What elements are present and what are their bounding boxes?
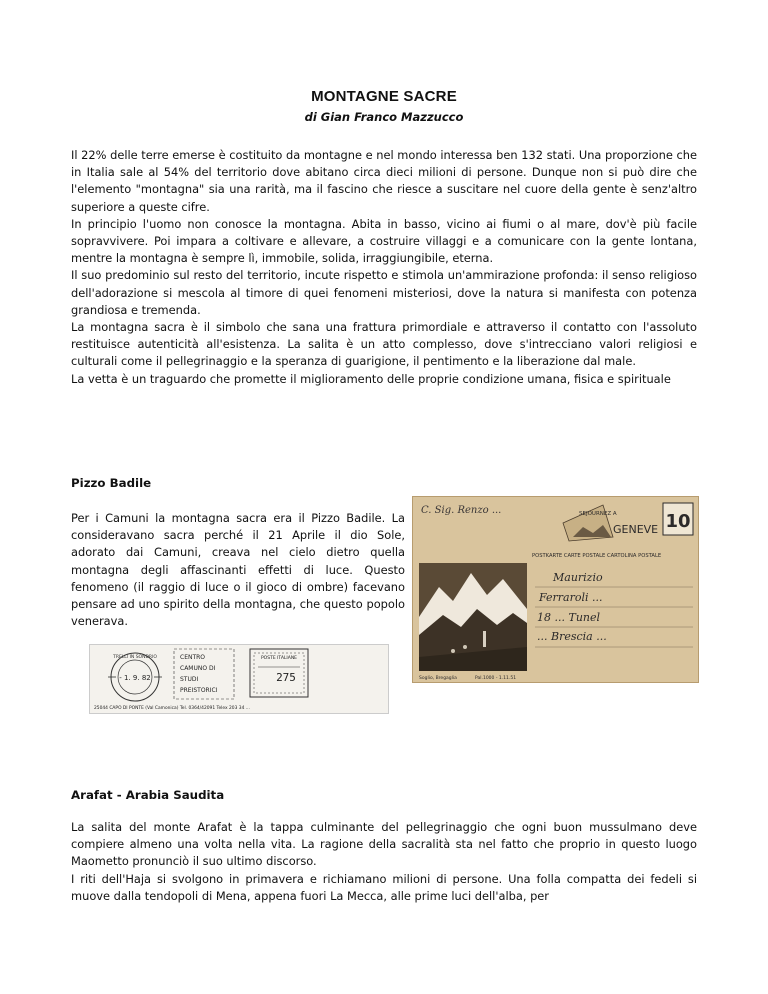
section-heading-badile: Pizzo Badile: [71, 476, 152, 490]
author-line: di Gian Franco Mazzucco: [304, 110, 464, 124]
arafat-paragraph: La salita del monte Arafat è la tappa culminante del pellegrinaggio che ogni buon mussulmano deve compiere almeno una volta nella vita. La ragione della sacralità sta nel fatto che proprio in questo luogo Maometto pronunciò il suo ultimo discorso.: [71, 820, 697, 869]
section-text-badile: Per i Camuni la montagna sacra era il Pizzo Badile. La consideravano sacra perché il 21 Aprile il dio Sole, adorato dai Camuni, creava nel cielo dietro quella montagna degli affascinanti effetti di luce. Questo fenomeno (il raggio di luce o il gioco di ombre) facevano pensare ad uno spirito della montagna, che questo popolo venerava.: [71, 511, 405, 629]
postmark-box-line: CENTRO: [180, 654, 206, 661]
intro-paragraph: La vetta è un traguardo che promette il miglioramento delle proprie condizione umana, fisica e spirituale: [71, 371, 671, 386]
postmark-box-line: CAMUNO DI: [180, 665, 216, 672]
postcard-illustration: [413, 497, 699, 683]
banner-line2: GENEVE: [613, 523, 659, 536]
address-line: Maurizio: [553, 571, 603, 584]
address-line: 18 ... Tunel: [537, 611, 601, 624]
intro-paragraph: Il 22% delle terre emerse è costituito da montagne e nel mondo interessa ben 132 stati. Una proporzione che in Italia sale al 54% del territorio dove abitano circa dieci milioni di persone. Dunque non si può dire che l'elemento "montagna" sia una rarità, ma il fascino che riesce a suscitare nel cuore della gente è senz'altro superiore a queste cifre.: [71, 148, 697, 214]
page-title: MONTAGNE SACRE: [311, 88, 457, 105]
postmark-ring-text: TRELLI IN SONDRIO: [113, 655, 157, 660]
postcard-heading: POSTKARTE CARTE POSTALE CARTOLINA POSTALE: [532, 553, 662, 559]
postmark-box-line: PREISTORICI: [180, 687, 218, 694]
postmark-strip: [89, 644, 389, 714]
postcard-image: [412, 496, 699, 683]
banner-line1: SEJOURNEZ A: [579, 511, 617, 517]
photo-caption-code: Pal.1000 - 1.11.51: [475, 676, 517, 681]
mountain-photo: [419, 563, 527, 671]
meter-top: POSTE ITALIANE: [260, 656, 298, 661]
photo-caption: Soglio, Bregaglia: [419, 676, 457, 681]
postcard-handwriting: C. Sig. Renzo ...: [421, 505, 502, 516]
section-text-arafat: [71, 819, 697, 905]
postmark-illustration: [90, 645, 389, 714]
stamp-value: 10: [665, 511, 691, 532]
address-line: Ferraroli ...: [539, 591, 603, 604]
postage-stamp: [663, 503, 693, 535]
arafat-paragraph: I riti dell'Haja si svolgono in primavera e richiamano milioni di persone. Una folla compatta dei fedeli si muove dalla tendopoli di Mena, appena fuori La Mecca, alle prime luci dell'alba, per: [71, 871, 697, 903]
address-line: ... Brescia ...: [537, 630, 607, 643]
section-heading-arafat: Arafat - Arabia Saudita: [71, 788, 225, 802]
meter-value: 275: [276, 671, 296, 684]
postmark-date: - 1. 9. 82: [119, 674, 151, 682]
intro-paragraph: Il suo predominio sul resto del territorio, incute rispetto e stimola un'ammirazione profonda: il senso religioso dell'adorazione si mescola al timore di quei fenomeni misteriosi, dove la natura si manifesta con potenza grandiosa e tremenda.: [71, 268, 697, 317]
postmark-box-line: STUDI: [180, 676, 199, 683]
postmark-bottom-line: 25044 CAPO DI PONTE (Val Camonica) Tel. 0364/42091 Telex 203 34 ...: [94, 706, 250, 711]
intro-paragraph: La montagna sacra è il simbolo che sana una frattura primordiale e attraverso il contatto con l'assoluto restituisce autenticità all'esistenza. La salita è un atto complesso, dove s'intrecciano valori religiosi e culturali come il pellegrinaggio e la speranza di guarigione, il pentimento e la liberazione dal male.: [71, 320, 697, 369]
intro-text: [71, 147, 697, 388]
intro-paragraph: In principio l'uomo non conosce la montagna. Abita in basso, vicino ai fiumi o al mare, dov'è più facile sopravvivere. Poi impara a coltivare e allevare, a costruire villaggi e a comunicare con la gente lontana, mentre la montagna è sempre lì, immobile, solida, irraggiungibile, eterna.: [71, 216, 697, 266]
